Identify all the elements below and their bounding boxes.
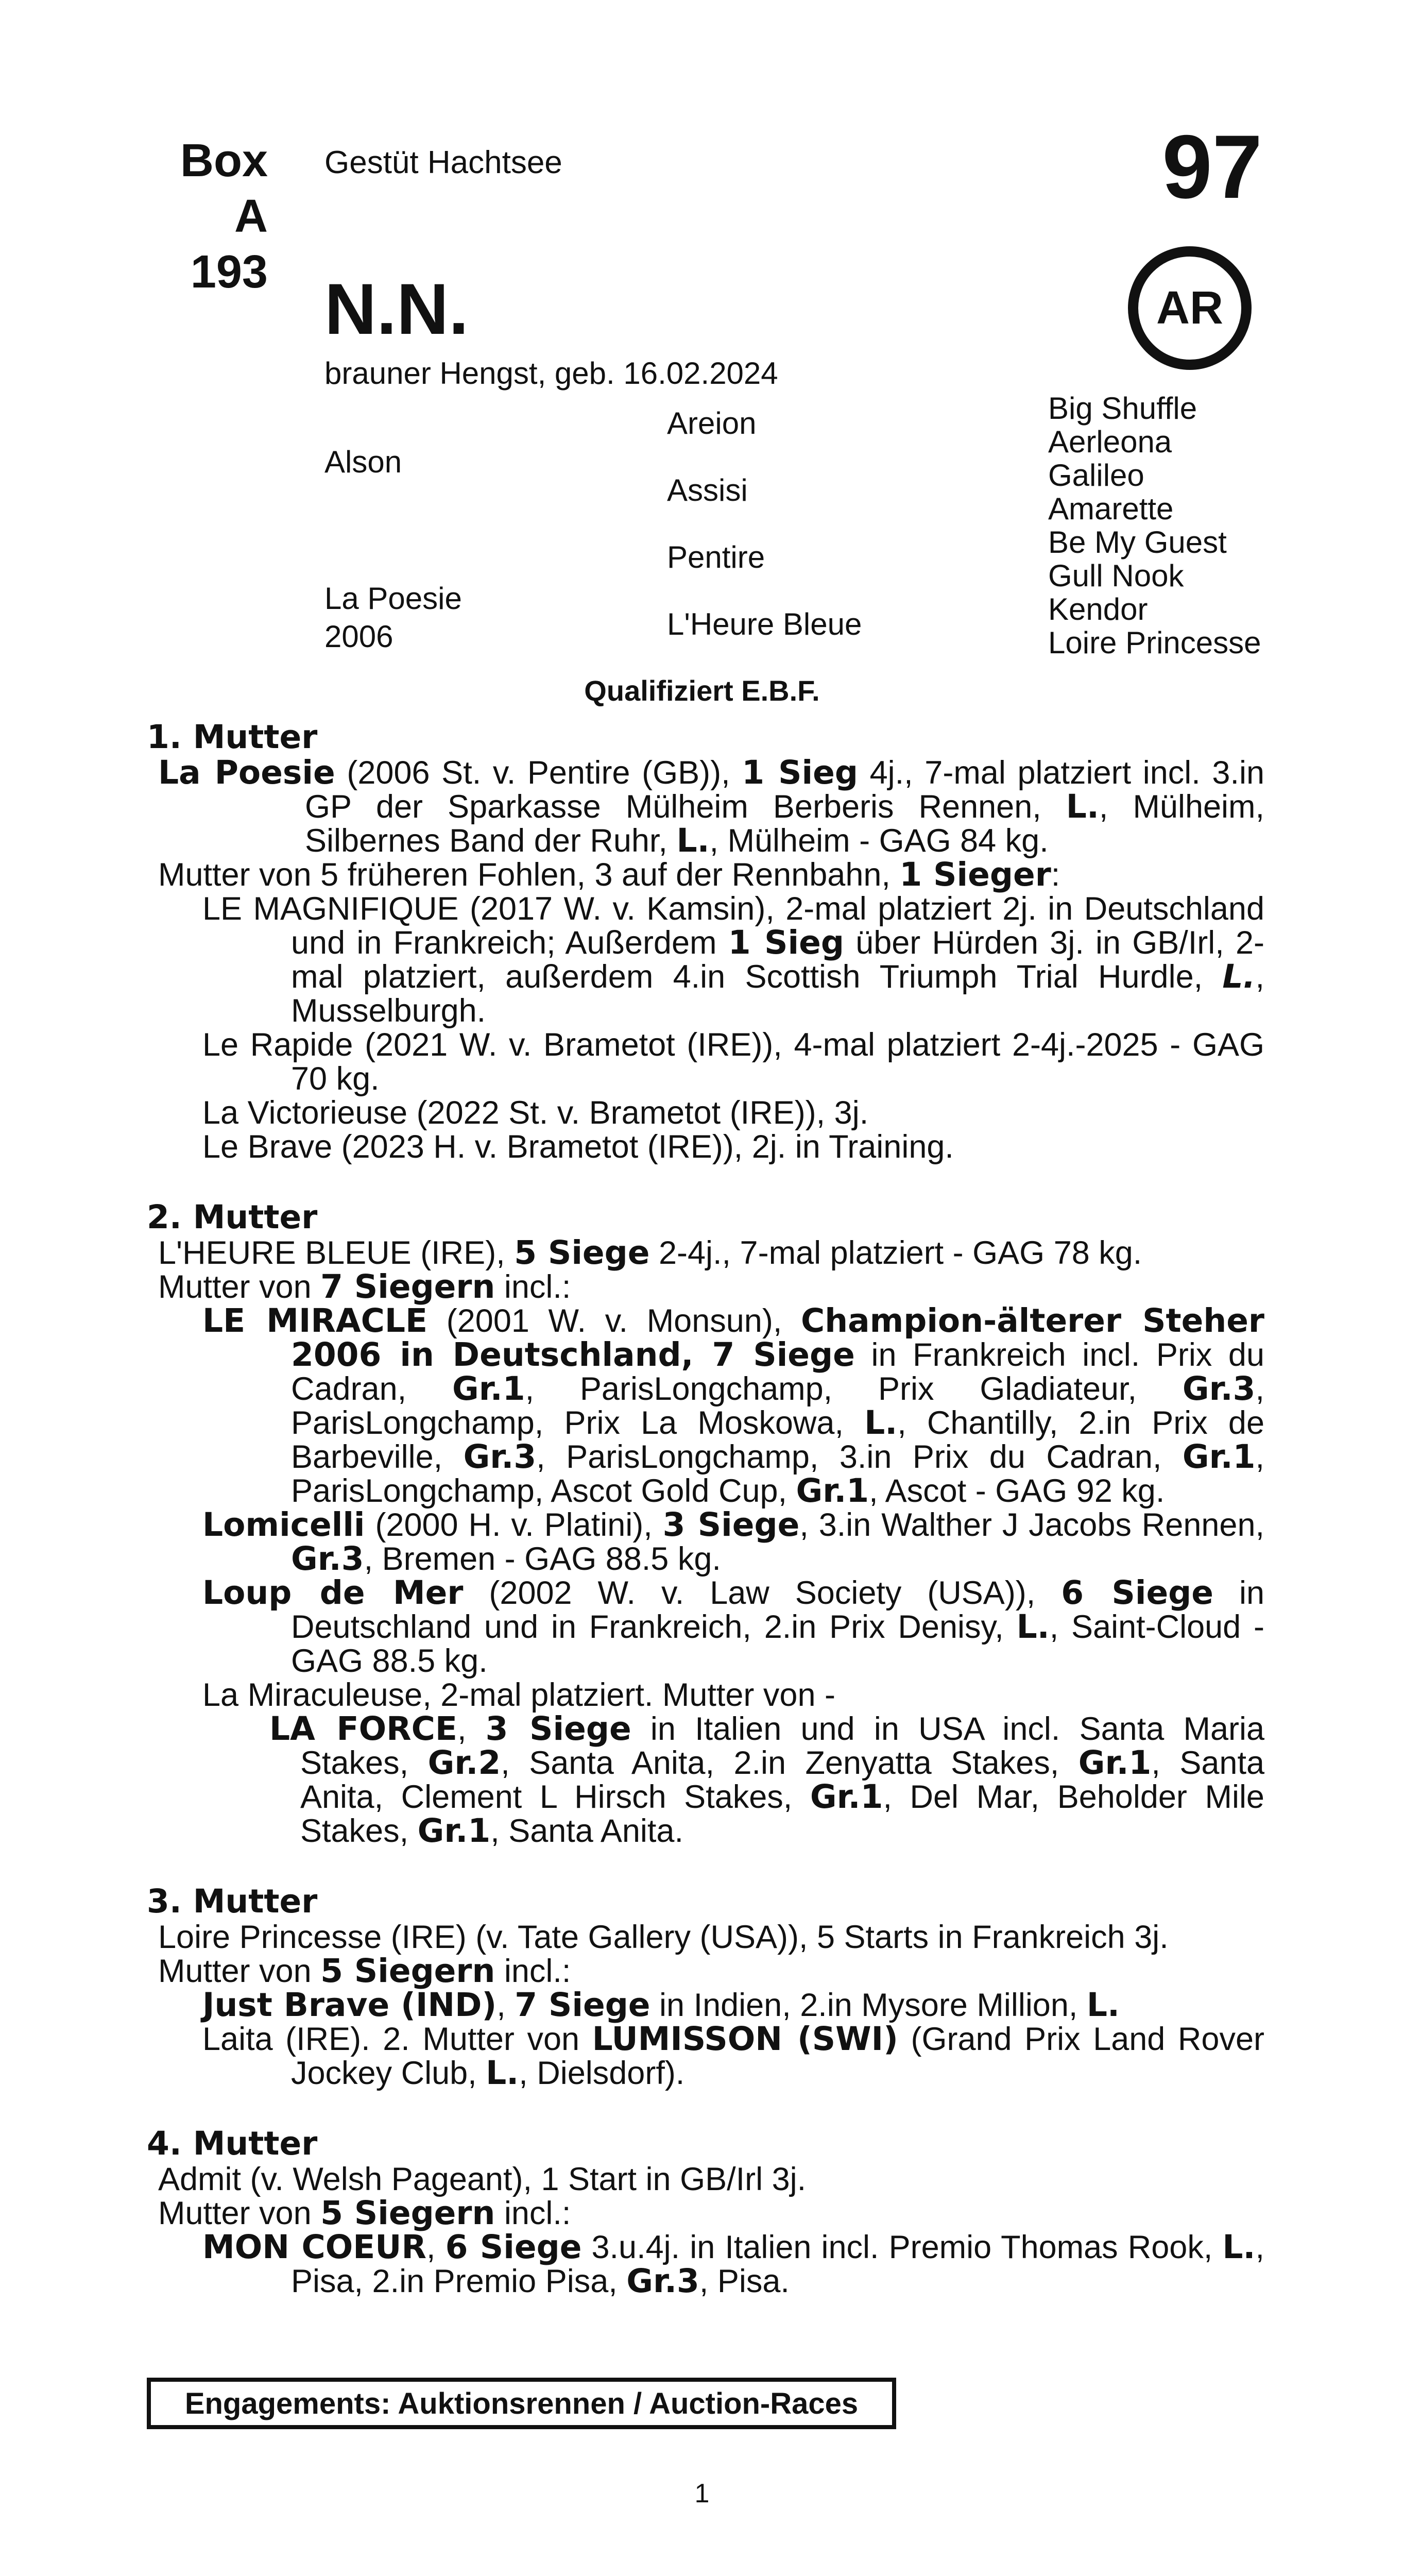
pedigree-dam-name: La Poesie	[324, 581, 462, 616]
text: , Ascot - GAG 92 kg.	[869, 1473, 1165, 1509]
text: , Chantilly, 2.in Prix de Barbeville,	[291, 1405, 1264, 1475]
ggp-item: Loire Princesse	[1048, 625, 1261, 660]
text: , ParisLongchamp, Prix La Moskowa,	[291, 1371, 1264, 1441]
qualified-note: Qualifiziert E.B.F.	[584, 674, 820, 707]
bold-text: L.	[1086, 1986, 1120, 2024]
offspring-entry	[202, 1508, 1264, 1576]
text: (2006 St. v. Pentire (GB)),	[335, 755, 742, 791]
text: (2002 W. v. Law Society (USA)),	[463, 1575, 1061, 1611]
text: , Santa Anita, Clement L Hirsch Stakes,	[300, 1745, 1264, 1815]
ggp-item: Amarette	[1048, 492, 1174, 526]
bold-text: LUMISSON (SWI)	[592, 2020, 898, 2058]
offspring-entry	[202, 1304, 1264, 1508]
section-title-2: 2. Mutter	[147, 1198, 318, 1236]
text: , Mülheim - GAG 84 kg.	[709, 823, 1049, 859]
box-label	[149, 133, 268, 300]
text: , ParisLongchamp, 3.in Prix du Cadran,	[536, 1439, 1183, 1475]
bold-text: 1 Sieg	[728, 924, 844, 961]
section-title-1: 1. Mutter	[147, 718, 318, 756]
offspring-entry	[202, 892, 1264, 1028]
text: , Bremen - GAG 88.5 kg.	[364, 1541, 721, 1577]
bold-text: Just Brave (IND)	[202, 1986, 497, 2024]
section-title-4: 4. Mutter	[147, 2125, 318, 2162]
horse-name: N.N.	[324, 268, 469, 349]
winners-summary	[158, 1270, 1264, 1304]
pedigree-sire: Alson	[324, 445, 402, 479]
section-title-3: 3. Mutter	[147, 1883, 318, 1920]
engagements-label: Engagements: Auktionsrennen / Auction-Races	[184, 2386, 859, 2420]
bold-text: Gr.3	[626, 2262, 699, 2300]
bold-text: Gr.1	[417, 1812, 491, 1850]
ggp-item: Be My Guest	[1048, 525, 1227, 560]
bold-text: LA FORCE	[269, 1710, 457, 1748]
bold-text: 5 Siegern	[320, 2194, 495, 2232]
bold-text: LE MIRACLE	[202, 1302, 428, 1340]
text: Mutter von	[158, 2195, 321, 2231]
winners-summary	[158, 1954, 1264, 1988]
bold-text: L.	[486, 2054, 519, 2092]
text: , Dielsdorf).	[519, 2055, 685, 2091]
bold-text: 1 Sieger	[899, 856, 1051, 893]
bold-text: Champion-älterer Steher 2006 in Deutschland, 7 Siege	[291, 1302, 1264, 1374]
offspring-entry	[202, 2230, 1264, 2298]
text: incl.:	[495, 2195, 571, 2231]
text: L'HEURE BLEUE (IRE),	[158, 1235, 515, 1271]
page-number: 1	[694, 2479, 710, 2509]
bold-text: Gr.1	[796, 1472, 869, 1510]
text: , Santa Anita, 2.in Zenyatta Stakes,	[501, 1745, 1078, 1781]
bold-text: Lomicelli	[202, 1506, 365, 1544]
text: in Frankreich incl. Prix du Cadran,	[291, 1337, 1264, 1407]
text: Mutter von	[158, 1953, 321, 1989]
text: , Saint-Cloud - GAG 88.5 kg.	[291, 1609, 1265, 1679]
family-document	[147, 719, 1264, 2298]
ar-badge-icon	[1128, 246, 1252, 370]
lot-number: 97	[1162, 117, 1262, 217]
offspring-entry: La Miraculeuse, 2-mal platziert. Mutter von -	[202, 1677, 835, 1713]
bold-text: Loup de Mer	[202, 1574, 464, 1612]
dam-entry: Loire Princesse (IRE) (v. Tate Gallery (USA)), 5 Starts in Frankreich 3j.	[158, 1919, 1169, 1955]
bold-text: 5 Siege	[514, 1234, 650, 1272]
text: , Santa Anita.	[490, 1813, 683, 1849]
bold-text: 3 Siege	[485, 1710, 631, 1748]
bold-text: 7 Siege	[515, 1986, 650, 2024]
bold-text: Gr.2	[427, 1744, 501, 1782]
bold-text: 7 Siegern	[320, 1268, 495, 1306]
text: Laita (IRE). 2. Mutter von	[202, 2021, 592, 2057]
bold-text: Gr.1	[1182, 1438, 1256, 1476]
winners-summary	[158, 2196, 1264, 2230]
text: , Pisa.	[699, 2263, 790, 2299]
bold-text: Gr.1	[1078, 1744, 1152, 1782]
text: , Mülheim, Silbernes Band der Ruhr,	[305, 789, 1265, 859]
ggp-item: Kendor	[1048, 592, 1148, 626]
engagements-box	[147, 2378, 896, 2429]
pedigree-dam	[324, 580, 462, 656]
text: ,	[457, 1711, 486, 1747]
text: in Italien und in USA incl. Santa Maria Stakes,	[300, 1711, 1264, 1781]
bold-text: 1 Sieg	[742, 754, 858, 791]
text: Mutter von	[158, 1269, 321, 1305]
text: 4j., 7-mal platziert incl. 3.in GP der Sparkasse Mülheim Berberis Rennen,	[305, 755, 1264, 825]
text: , Musselburgh.	[291, 959, 1264, 1029]
ggp-item: Gull Nook	[1048, 558, 1184, 593]
bold-text: Gr.3	[463, 1438, 537, 1476]
text: , 3.in Walther J Jacobs Rennen,	[799, 1507, 1264, 1543]
badge-label: AR	[1156, 282, 1223, 334]
ggp-item: Big Shuffle	[1048, 391, 1197, 426]
text: , ParisLongchamp, Ascot Gold Cup,	[291, 1439, 1264, 1509]
dam-entry: Admit (v. Welsh Pageant), 1 Start in GB/Irl 3j.	[158, 2161, 807, 2197]
text: , Del Mar, Beholder Mile Stakes,	[300, 1779, 1264, 1849]
bold-text: L.	[1016, 1608, 1050, 1646]
offspring-entry: Le Rapide (2021 W. v. Brametot (IRE)), 4-mal platziert 2-4j.-2025 - GAG 70 kg.	[202, 1027, 1264, 1097]
text: über Hürden 3j. in GB/Irl, 2-mal platziert, außerdem 4.in Scottish Triumph Trial Hurdle,	[291, 925, 1265, 995]
text: (2000 H. v. Platini),	[365, 1507, 663, 1543]
spacer	[147, 1848, 1264, 1883]
offspring-entry: Le Brave (2023 H. v. Brametot (IRE)), 2j. in Training.	[202, 1129, 954, 1165]
bold-text: L.	[864, 1404, 898, 1442]
text: (2001 W. v. Monsun),	[427, 1303, 801, 1339]
offspring-entry	[202, 2022, 1264, 2090]
text: in Indien, 2.in Mysore Million,	[650, 1987, 1087, 2023]
text: incl.:	[495, 1269, 571, 1305]
text: (Grand Prix Land Rover Jockey Club,	[291, 2021, 1264, 2091]
text: :	[1051, 857, 1060, 893]
text: incl.:	[495, 1953, 571, 1989]
bold-text: 5 Siegern	[320, 1952, 495, 1990]
pedigree-grandsire-1: Areion	[667, 406, 757, 440]
bold-text: Gr.3	[291, 1540, 364, 1578]
horse-description: brauner Hengst, geb. 16.02.2024	[324, 356, 778, 391]
bold-text: Gr.1	[810, 1778, 883, 1816]
text: in Deutschland und in Frankreich, 2.in Prix Denisy,	[291, 1575, 1264, 1645]
box-number: A 193	[190, 191, 268, 298]
text: ,	[426, 2229, 446, 2265]
pedigree-dam-year: 2006	[324, 619, 393, 654]
grand-offspring-entry	[269, 1712, 1264, 1848]
foals-summary	[158, 858, 1264, 892]
pedigree-granddam-1: Assisi	[667, 473, 748, 507]
spacer	[147, 1164, 1264, 1199]
text: LE MAGNIFIQUE (2017 W. v. Kamsin), 2-mal platziert 2j. in Deutschland und in Frankreich; Außerdem	[202, 891, 1264, 961]
text: 2-4j., 7-mal platziert - GAG 78 kg.	[649, 1235, 1142, 1271]
box-word: Box	[180, 135, 268, 187]
bold-text: Gr.1	[452, 1370, 525, 1408]
text: , ParisLongchamp, Prix Gladiateur,	[525, 1371, 1183, 1407]
bold-text: L.	[1066, 788, 1099, 825]
bold-text: Gr.3	[1182, 1370, 1256, 1408]
text: 3.u.4j. in Italien incl. Premio Thomas Rook,	[581, 2229, 1223, 2265]
pedigree-great-grandparents	[1048, 392, 1261, 659]
pedigree-grandsire-2: Pentire	[667, 540, 765, 574]
dam-entry	[158, 756, 1264, 858]
text: ,	[496, 1987, 515, 2023]
bold-text: L.	[1222, 958, 1256, 995]
bold-text: 3 Siege	[662, 1506, 800, 1544]
dam-entry	[158, 1236, 1264, 1270]
pedigree-granddam-2: L'Heure Bleue	[667, 607, 862, 641]
text: , Pisa, 2.in Premio Pisa,	[291, 2229, 1264, 2299]
bold-text: 6 Siege	[1061, 1574, 1213, 1612]
ggp-item: Galileo	[1048, 458, 1144, 493]
bold-text: 6 Siege	[445, 2228, 582, 2266]
bold-text: L.	[1222, 2228, 1256, 2266]
spacer	[147, 2090, 1264, 2125]
ggp-item: Aerleona	[1048, 425, 1172, 459]
offspring-entry	[202, 1988, 1264, 2022]
offspring-entry: La Victorieuse (2022 St. v. Brametot (IRE)), 3j.	[202, 1095, 869, 1131]
bold-text: MON COEUR	[202, 2228, 426, 2266]
breeder: Gestüt Hachtsee	[324, 145, 562, 180]
text: Mutter von 5 früheren Fohlen, 3 auf der Rennbahn,	[158, 857, 900, 893]
bold-text: L.	[676, 822, 710, 859]
offspring-entry	[202, 1576, 1264, 1678]
dam-name: La Poesie	[158, 754, 335, 791]
